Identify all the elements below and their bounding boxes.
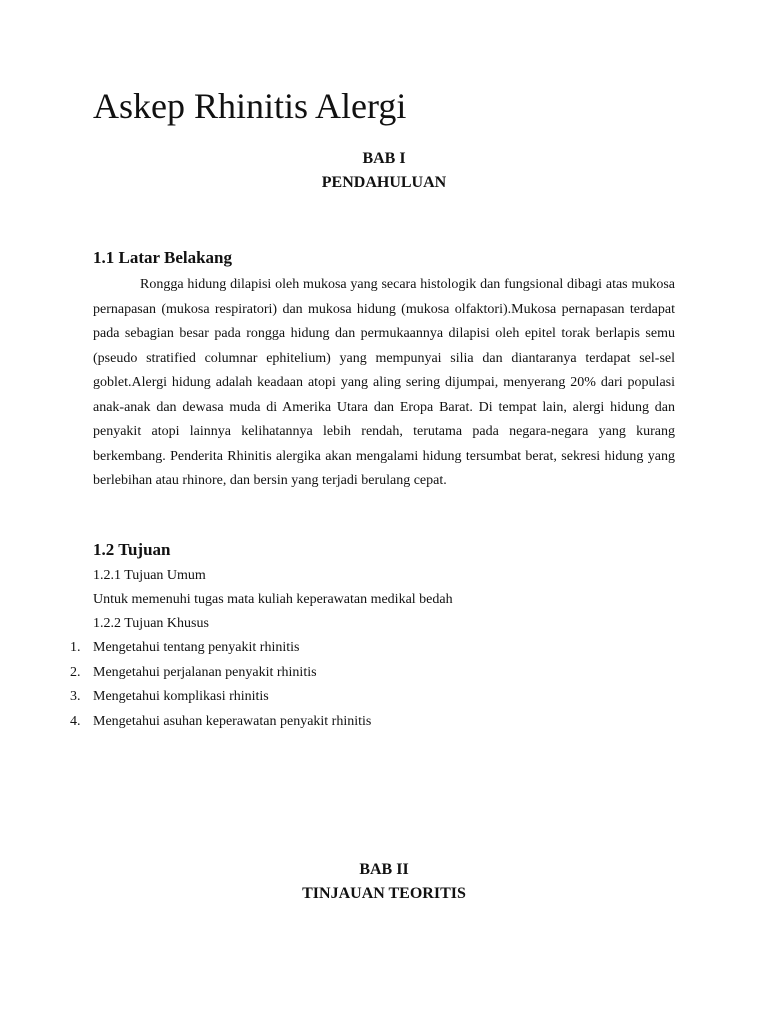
subsection-specific-heading: 1.2.2 Tujuan Khusus	[93, 616, 209, 631]
general-goal-text: Untuk memenuhi tugas mata kuliah keperawatan medikal bedah	[93, 592, 453, 607]
list-item-text: Mengetahui perjalanan penyakit rhinitis	[93, 664, 317, 680]
list-item-number: 3.	[70, 689, 81, 705]
chapter-2-name: TINJAUAN TEORITIS	[302, 885, 466, 902]
chapter-2-number: BAB II	[359, 861, 409, 878]
list-item-text: Mengetahui asuhan keperawatan penyakit rhinitis	[93, 714, 372, 730]
chapter-1-number: BAB I	[362, 150, 406, 167]
chapter-2-heading	[0, 858, 768, 906]
list-item-number: 1.	[70, 640, 81, 655]
chapter-1-heading	[0, 147, 768, 195]
list-item-number: 4.	[70, 714, 81, 730]
chapter-1-name: PENDAHULUAN	[321, 174, 447, 191]
section-1-2-heading: 1.2 Tujuan	[93, 540, 171, 559]
list-item-number: 2.	[70, 664, 81, 680]
list-item-text: Mengetahui komplikasi rhinitis	[93, 689, 269, 705]
list-item-text: Mengetahui tentang penyakit rhinitis	[93, 640, 300, 655]
subsection-general-heading: 1.2.1 Tujuan Umum	[93, 568, 206, 583]
document-title: Askep Rhinitis Alergi	[93, 86, 407, 126]
section-1-1-paragraph: Rongga hidung dilapisi oleh mukosa yang secara histologik dan fungsional dibagi atas mukosa pernapasan (mukosa respiratori) dan mukosa hidung (mukosa olfaktori).Mukosa pernapasan terdapat pada sebagian besar pada rongga hidung dan permukaannya dilapisi oleh epitel torak berlapis semu (pseudo stratified columnar ephitelium) yang mempunyai silia dan diantaranya terdapat sel-sel goblet.Alergi hidung adalah keadaan atopi yang aling sering dijumpai, menyerang 20% dari populasi anak-anak dan dewasa muda di Amerika Utara dan Eropa Barat. Di tempat lain, alergi hidung dan penyakit atopi lainnya kelihatannya lebih rendah, terutama pada negara-negara yang kurang berkembang. Penderita Rhinitis alergika akan mengalami hidung tersumbat berat, sekresi hidung yang berlebihan atau rhinore, dan bersin yang terjadi berulang cepat.	[93, 277, 675, 488]
section-1-1-heading: 1.1 Latar Belakang	[93, 248, 233, 267]
